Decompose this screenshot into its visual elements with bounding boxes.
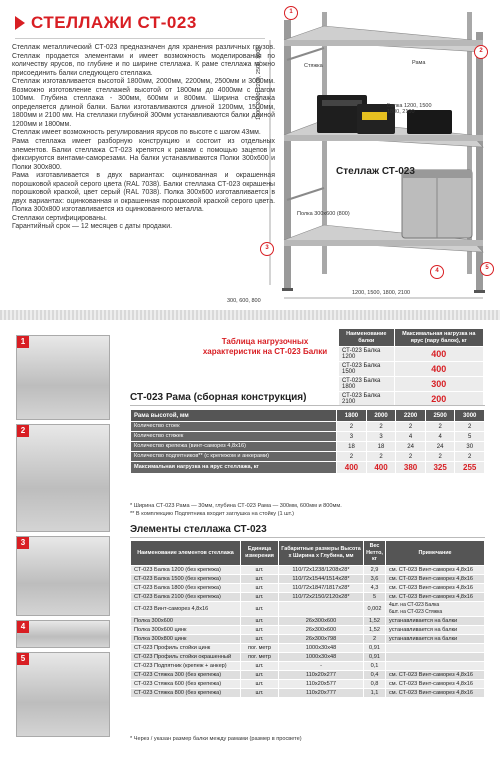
cell: шт. [241, 688, 279, 697]
table-row [131, 574, 485, 583]
load-table-header: Наименование балки [339, 329, 395, 347]
cell: устанавливается на балки [386, 616, 485, 625]
cell: 18 [366, 442, 396, 452]
frame-header: 2000 [366, 410, 396, 422]
cell: 4шт. на СТ-023 Балка 6шт. на СТ-023 Стяжка [386, 601, 485, 616]
cell: 26х300х600 [279, 625, 364, 634]
cell: Максимальная нагрузка на ярус стеллажа, кг [131, 462, 337, 474]
cell: Количество стяжек [131, 432, 337, 442]
table-row [131, 661, 485, 670]
cell: Количество стоек [131, 422, 337, 432]
elements-header: Единица измерения [241, 541, 279, 566]
elements-header: Габаритные размеры Высота х Ширина х Глубина, мм [279, 541, 364, 566]
cell: шт. [241, 601, 279, 616]
cell: 400 [394, 362, 483, 377]
cell: см. СТ-023 Винт-саморез 4,8х16 [386, 679, 485, 688]
cell: 110/72х1847/1817х28* [279, 583, 364, 592]
elements-header: Наименование элементов стеллажа [131, 541, 241, 566]
cell: см. СТ-023 Винт-саморез 4,8х16 [386, 574, 485, 583]
cell: СТ-023 Стяжка 300 (без крепежа) [131, 670, 241, 679]
title-marker-icon [15, 16, 25, 30]
cell: 2 [425, 422, 455, 432]
table-row [131, 442, 485, 452]
cell: 0,1 [364, 661, 386, 670]
dim-depth: 300, 600, 800 [227, 298, 261, 304]
cell: шт. [241, 592, 279, 601]
frame-section-divider [130, 405, 485, 406]
cell: 2 [425, 452, 455, 462]
cell: 26х300х600 [279, 616, 364, 625]
page-title: СТЕЛЛАЖИ СТ-023 [31, 13, 197, 32]
photo-number: 1 [17, 336, 29, 348]
cell: СТ-023 Балка 1200 (без крепежа) [131, 565, 241, 574]
photo-rack-frame [16, 335, 110, 420]
cell: 300 [394, 377, 483, 392]
cell: см. СТ-023 Винт-саморез 4,8х16 [386, 565, 485, 574]
cell: см. СТ-023 Винт-саморез 4,8х16 [386, 583, 485, 592]
frame-section-title: СТ-023 Рама (сборная конструкция) [130, 392, 307, 403]
elements-footnote: * Через / указан размер балки между рамами (размер в просвете) [130, 736, 302, 742]
cell: 110/72х1544/1514х28* [279, 574, 364, 583]
cell [386, 661, 485, 670]
photo-number: 5 [17, 653, 29, 665]
cell: Полка 300х600 [131, 616, 241, 625]
cell: СТ-023 Балка 2100 (без крепежа) [131, 592, 241, 601]
table-row [131, 452, 485, 462]
cell: 110х20х577 [279, 679, 364, 688]
callout-stjazhka: Стяжка [304, 63, 323, 69]
table-row [131, 422, 485, 432]
desc-paragraph: Стеллаж имеет возможность регулирования ярусов по высоте с шагом 43мм. [12, 129, 261, 137]
elements-header: Примечание [386, 541, 485, 566]
cell: СТ-023 Балка 1800 (без крепежа) [131, 583, 241, 592]
table-row [131, 592, 485, 601]
photo-number: 2 [17, 425, 29, 437]
cell: шт. [241, 574, 279, 583]
frame-header: 2500 [425, 410, 455, 422]
desc-paragraph: Стеллажи сертифицированы. [12, 214, 107, 222]
photo-number: 3 [17, 537, 29, 549]
cell: 0,8 [364, 679, 386, 688]
cell: 5 [364, 592, 386, 601]
elements-header: Вес Нетто, кг [364, 541, 386, 566]
cell: СТ-023 Стяжка 800 (без крепежа) [131, 688, 241, 697]
elements-section-divider [130, 537, 485, 538]
cell: 255 [455, 462, 485, 474]
cell: шт. [241, 634, 279, 643]
callout-polka: Полка 300х600 (800) [297, 211, 350, 217]
cell: 110/72х1238/1208х28* [279, 565, 364, 574]
cell: шт. [241, 616, 279, 625]
cell: СТ-023 Балка 1500 (без крепежа) [131, 574, 241, 583]
frame-notes [130, 503, 485, 518]
cell: СТ-023 Балка 1500 [339, 362, 395, 377]
table-row [339, 347, 484, 362]
cell: 0,4 [364, 670, 386, 679]
cell: 2 [366, 452, 396, 462]
cell [279, 601, 364, 616]
frame-table [130, 409, 485, 474]
marker-circle: 5 [480, 262, 494, 276]
cell: 3 [337, 432, 367, 442]
photo-rack-foot [16, 620, 110, 648]
cell: Полка 300х800 цинк [131, 634, 241, 643]
frame-header: 2200 [396, 410, 426, 422]
marker-circle: 2 [474, 45, 488, 59]
table-row [131, 688, 485, 697]
cell: шт. [241, 565, 279, 574]
cell: 110х20х277 [279, 670, 364, 679]
cell: шт. [241, 583, 279, 592]
table-row [131, 670, 485, 679]
cell: 2 [337, 422, 367, 432]
cell: 5 [455, 432, 485, 442]
desc-paragraph: Рама стеллажа имеет разборную конструкцию и состоит из отдельных элементов. Балки стеллажа СТ-023 крепятся к рамам с помощью зацепов и фиксируются винтами-саморезами. На балки устанавливаются Полки 300х600 и Полки 300х800. [12, 138, 275, 171]
cell: 2 [366, 422, 396, 432]
photo-rack-post [16, 536, 110, 616]
cell: - [279, 661, 364, 670]
desc-paragraph: Рама изготавливается в двух вариантах: оцинкованная и окрашенная порошковой краской серого цвета (RAL 7038). Балки стеллажа СТ-023 окрашены порошковой краской, цвет серый (RAL 7038). Полка 300х600 изготавливается в двух вариантах: оцинкованная и окрашенная порошковой краской серого цвета. Полка 300х800 изготавливается из оцинкованного металла. [12, 172, 275, 214]
load-table-title: Таблица нагрузочных характеристик на СТ-023 Балки [202, 337, 328, 356]
cell: 110х20х777 [279, 688, 364, 697]
cell: СТ-023 Балка 2100 [339, 392, 395, 407]
table-row [131, 616, 485, 625]
frame-header: 3000 [455, 410, 485, 422]
cell: СТ-023 Профиль стойки окрашенный [131, 652, 241, 661]
table-row [131, 634, 485, 643]
rack-illustration [227, 0, 500, 305]
table-row [131, 625, 485, 634]
cell: 2 [396, 422, 426, 432]
title-divider [15, 38, 265, 39]
cell: 380 [396, 462, 426, 474]
cell: шт. [241, 679, 279, 688]
cell: 2 [364, 634, 386, 643]
frame-header: Рама высотой, мм [131, 410, 337, 422]
cell: 1,52 [364, 625, 386, 634]
load-table [338, 328, 484, 407]
description [12, 44, 275, 232]
cell: СТ-023 Винт-саморез 4,8х16 [131, 601, 241, 616]
frame-header: 1800 [337, 410, 367, 422]
cell [386, 652, 485, 661]
cell: СТ-023 Балка 1800 [339, 377, 395, 392]
cell: 400 [394, 347, 483, 362]
table-row [131, 652, 485, 661]
cell: 1,1 [364, 688, 386, 697]
rack-drawing [262, 0, 500, 305]
cell: 24 [396, 442, 426, 452]
table-row-max-load [131, 462, 485, 474]
cell: 24 [425, 442, 455, 452]
elements-section-title: Элементы стеллажа СТ-023 [130, 524, 267, 535]
cell: Количество подпятников** (с крепежом и анкерами) [131, 452, 337, 462]
cell [386, 643, 485, 652]
cell: 325 [425, 462, 455, 474]
page-title-block [15, 10, 197, 36]
cell: 2 [455, 422, 485, 432]
photo-rack-anchor [16, 652, 110, 737]
table-row [339, 362, 484, 377]
cell: СТ-023 Балка 1200 [339, 347, 395, 362]
table-row [339, 377, 484, 392]
marker-circle: 1 [284, 6, 298, 20]
cell: 26х300х798 [279, 634, 364, 643]
cell: 4 [425, 432, 455, 442]
cell: 30 [455, 442, 485, 452]
cell: 2 [396, 452, 426, 462]
cell: 0,91 [364, 652, 386, 661]
desc-paragraph: Стеллаж изготавливается высотой 1800мм, 2000мм, 2200мм, 2500мм и 3000мм. Возможно изготовление стеллажей высотой от 1800мм до 4000мм с шагом 100мм. Глубина стеллажа - 300мм, 600мм и 800мм. Ширина стеллажа определяется длиной балки. Балки изготавливаются длиной 1200мм, 1500мм, 1800мм и 2100 мм. На стеллажи глубиной 300мм устанавливаются балки длиной 1200мм и 1800мм. [12, 78, 275, 128]
cell: 400 [337, 462, 367, 474]
callout-rama: Рама [412, 60, 426, 66]
cell: шт. [241, 670, 279, 679]
table-row [131, 565, 485, 574]
frame-note: * Ширина СТ-023 Рама — 30мм, глубина СТ-023 Рама — 300мм, 600мм и 800мм. [130, 503, 342, 509]
table-row [131, 679, 485, 688]
cell: 200 [394, 392, 483, 407]
cell: СТ-023 Профиль стойки цинк [131, 643, 241, 652]
cell: 1000х30х48 [279, 652, 364, 661]
cell: см. СТ-023 Винт-саморез 4,8х16 [386, 688, 485, 697]
marker-circle: 4 [430, 265, 444, 279]
cell: 110/72х2150/2120х28* [279, 592, 364, 601]
dim-width: 1200, 1500, 1800, 2100 [352, 290, 411, 296]
cell: 2,9 [364, 565, 386, 574]
cell: шт. [241, 625, 279, 634]
table-row [131, 601, 485, 616]
cell: пог. метр [241, 652, 279, 661]
cell: СТ-023 Стяжка 600 (без крепежа) [131, 679, 241, 688]
cell: СТ-023 Подпятник (крепеж + анкер) [131, 661, 241, 670]
cell: 2 [455, 452, 485, 462]
cell: см. СТ-023 Винт-саморез 4,8х16 [386, 592, 485, 601]
callout-balka: Балка 1200, 1500 1800, 2100 [387, 103, 432, 115]
photo-rack-joint [16, 424, 110, 532]
cell: шт. [241, 661, 279, 670]
elements-table [130, 540, 485, 698]
photo-number: 4 [17, 621, 29, 633]
table-row [131, 643, 485, 652]
cell: Количество крепежа (винт-саморез 4,8х16) [131, 442, 337, 452]
cell: 4,3 [364, 583, 386, 592]
frame-note: ** В комплекцию Подпятника входит заглушка на стойку (1 шт.) [130, 510, 295, 517]
table-row [131, 583, 485, 592]
cell: 1,52 [364, 616, 386, 625]
desc-paragraph: Гарантийный срок — 12 месяцев с даты продажи. [12, 223, 173, 231]
marker-circle: 3 [260, 242, 274, 256]
cell: 400 [366, 462, 396, 474]
cell: 1000х30х48 [279, 643, 364, 652]
cell: устанавливается на балки [386, 625, 485, 634]
rack-label: Стеллаж СТ-023 [336, 166, 415, 177]
cell: устанавливается на балки [386, 634, 485, 643]
cell: 3,6 [364, 574, 386, 583]
dim-height: 1800, 2000, 2200, 2500, 3000 [256, 46, 262, 120]
cell: 2 [337, 452, 367, 462]
cell: 4 [396, 432, 426, 442]
cell: 18 [337, 442, 367, 452]
cell: Полка 300х600 цинк [131, 625, 241, 634]
load-table-header: Максимальная нагрузка на ярус (пару балок), кг [394, 329, 483, 347]
desc-paragraph: Стеллаж металлический СТ-023 предназначен для хранения различных грузов. Стеллаж продается элементами и имеет возможность моделирования по количеству ярусов, по глубине и по ширине стеллажа. К раме стеллажа можно присоединить балки следующего стеллажа. [12, 44, 275, 77]
cell: см. СТ-023 Винт-саморез 4,8х16 [386, 670, 485, 679]
table-row [131, 432, 485, 442]
cell: 0,002 [364, 601, 386, 616]
cell: пог. метр [241, 643, 279, 652]
cell: 3 [366, 432, 396, 442]
cell: 0,91 [364, 643, 386, 652]
section-divider [0, 310, 500, 320]
